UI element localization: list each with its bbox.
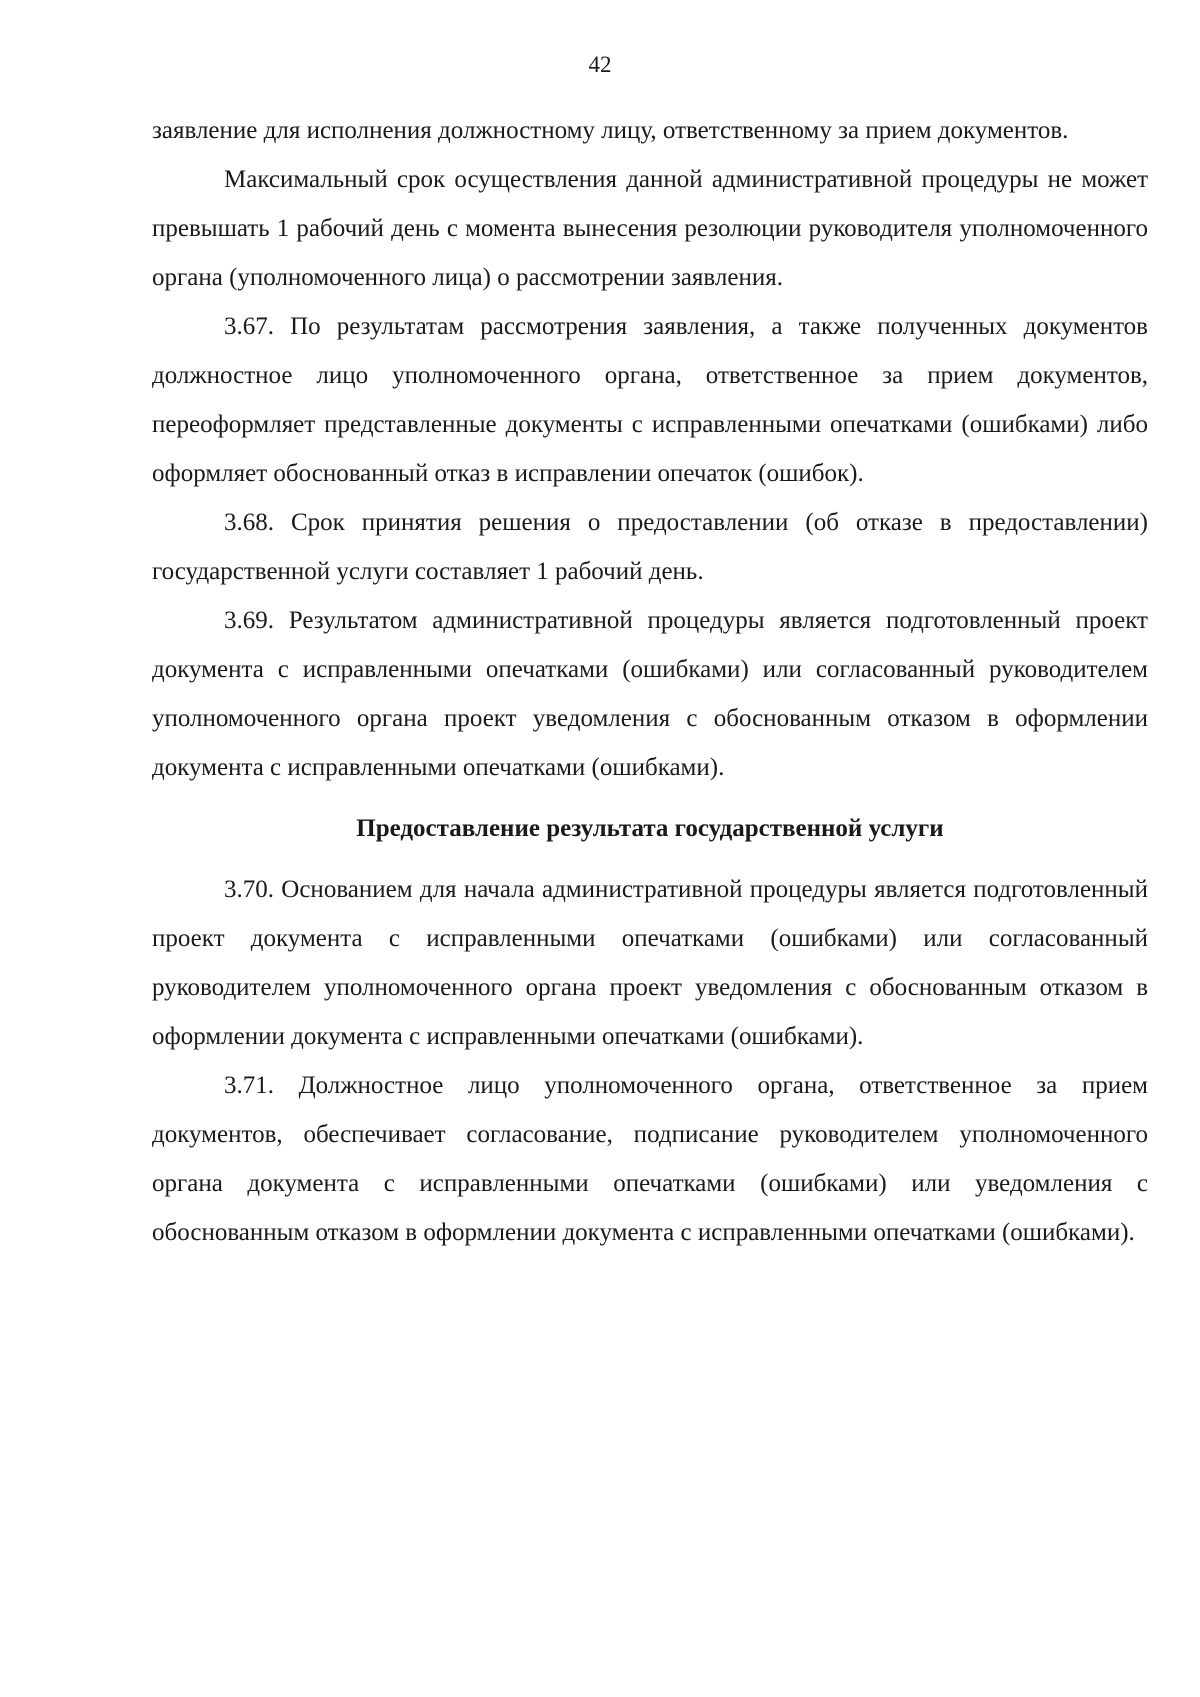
paragraph-3-71: 3.71. Должностное лицо уполномоченного органа, ответственное за прием документов, обеспечивает согласование, подписание руководителем уполномоченного органа документа с исправленными опечатками (ошибками) или уведомления с обоснованным отказом в оформлении документа с исправленными опечатками (ошибками). — [152, 1072, 1148, 1246]
paragraph-3-69: 3.69. Результатом административной процедуры является подготовленный проект документа с исправленными опечатками (ошибками) или согласованный руководителем уполномоченного органа проект уведомления с обоснованным отказом в оформлении документа с исправленными опечатками (ошибками). — [152, 607, 1148, 781]
document-body — [152, 106, 1148, 1257]
paragraph-max-term: Максимальный срок осуществления данной административной процедуры не может превышать 1 рабочий день с момента вынесения резолюции руководителя уполномоченного органа (уполномоченного лица) о рассмотрении заявления. — [152, 166, 1148, 291]
paragraph-3-68: 3.68. Срок принятия решения о предоставлении (об отказе в предоставлении) государственной услуги составляет 1 рабочий день. — [152, 509, 1148, 585]
page-number: 42 — [588, 52, 612, 77]
section-heading: Предоставление результата государственной услуги — [356, 815, 944, 842]
paragraph-continuation: заявление для исполнения должностному лицу, ответственному за прием документов. — [152, 117, 1069, 144]
paragraph-3-67: 3.67. По результатам рассмотрения заявления, а также полученных документов должностное лицо уполномоченного органа, ответственное за прием документов, переоформляет представленные документы с исправленными опечатками (ошибками) либо оформляет обоснованный отказ в исправлении опечаток (ошибок). — [152, 313, 1148, 487]
paragraph-3-70: 3.70. Основанием для начала административной процедуры является подготовленный проект документа с исправленными опечатками (ошибками) или согласованный руководителем уполномоченного органа проект уведомления с обоснованным отказом в оформлении документа с исправленными опечатками (ошибками). — [152, 876, 1148, 1050]
